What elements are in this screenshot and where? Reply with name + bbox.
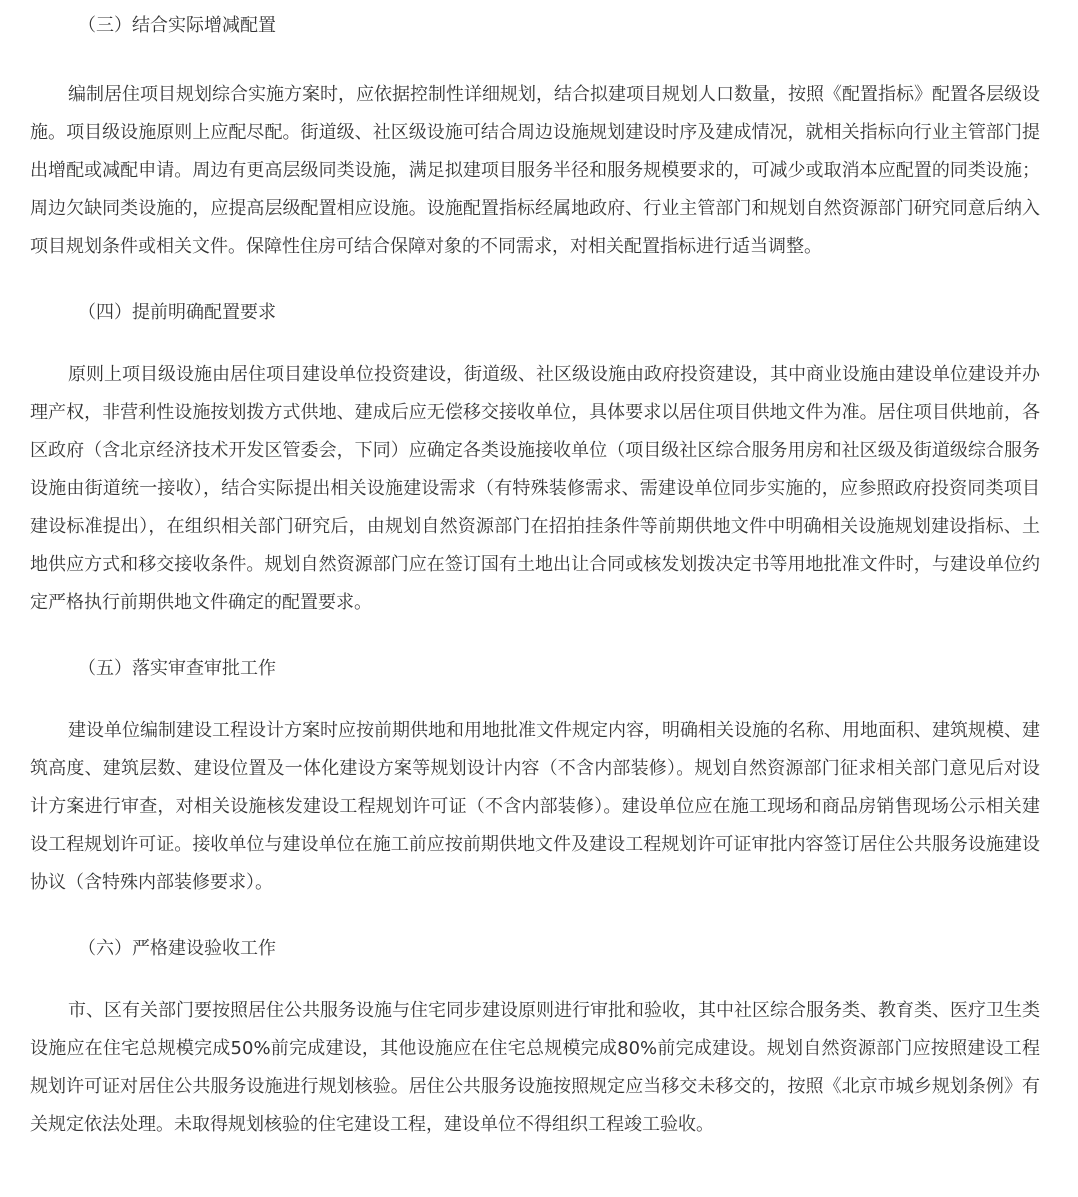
section-3 bbox=[30, 7, 1040, 266]
section-body: 编制居住项目规划综合实施方案时，应依据控制性详细规划，结合拟建项目规划人口数量，按照《配置指标》配置各层级设施。项目级设施原则上应配尽配。街道级、社区级设施可结合周边设施规划建设时序及建成情况，就相关指标向行业主管部门提出增配或减配申请。周边有更高层级同类设施，满足拟建项目服务半径和服务规模要求的，可减少或取消本应配置的同类设施；周边欠缺同类设施的，应提高层级配置相应设施。设施配置指标经属地政府、行业主管部门和规划自然资源部门研究同意后纳入项目规划条件或相关文件。保障性住房可结合保障对象的不同需求，对相关配置指标进行适当调整。 bbox=[30, 84, 1040, 257]
section-body: 建设单位编制建设工程设计方案时应按前期供地和用地批准文件规定内容，明确相关设施的名称、用地面积、建筑规模、建筑高度、建筑层数、建设位置及一体化建设方案等规划设计内容（不含内部装修）。规划自然资源部门征求相关部门意见后对设计方案进行审查，对相关设施核发建设工程规划许可证（不含内部装修）。建设单位应在施工现场和商品房销售现场公示相关建设工程规划许可证。接收单位与建设单位在施工前应按前期供地文件及建设工程规划许可证审批内容签订居住公共服务设施建设协议（含特殊内部装修要求）。 bbox=[30, 720, 1040, 893]
section-heading: （六）严格建设验收工作 bbox=[78, 938, 276, 959]
section-5 bbox=[30, 650, 1040, 902]
section-6 bbox=[30, 930, 1040, 1144]
section-heading: （五）落实审查审批工作 bbox=[78, 658, 276, 679]
section-4 bbox=[30, 294, 1040, 622]
section-heading: （四）提前明确配置要求 bbox=[78, 302, 276, 323]
section-heading: （三）结合实际增减配置 bbox=[78, 15, 276, 36]
section-body: 原则上项目级设施由居住项目建设单位投资建设，街道级、社区级设施由政府投资建设，其中商业设施由建设单位建设并办理产权，非营利性设施按划拨方式供地、建成后应无偿移交接收单位，具体要求以居住项目供地文件为准。居住项目供地前，各区政府（含北京经济技术开发区管委会，下同）应确定各类设施接收单位（项目级社区综合服务用房和社区级及街道级综合服务设施由街道统一接收），结合实际提出相关设施建设需求（有特殊装修需求、需建设单位同步实施的，应参照政府投资同类项目建设标准提出），在组织相关部门研究后，由规划自然资源部门在招拍挂条件等前期供地文件中明确相关设施规划建设指标、土地供应方式和移交接收条件。规划自然资源部门应在签订国有土地出让合同或核发划拨决定书等用地批准文件时，与建设单位约定严格执行前期供地文件确定的配置要求。 bbox=[30, 364, 1040, 613]
section-body: 市、区有关部门要按照居住公共服务设施与住宅同步建设原则进行审批和验收，其中社区综合服务类、教育类、医疗卫生类设施应在住宅总规模完成50%前完成建设，其他设施应在住宅总规模完成80%前完成建设。规划自然资源部门应按照建设工程规划许可证对居住公共服务设施进行规划核验。居住公共服务设施按照规定应当移交未移交的，按照《北京市城乡规划条例》有关规定依法处理。未取得规划核验的住宅建设工程，建设单位不得组织工程竣工验收。 bbox=[30, 1000, 1040, 1135]
document bbox=[0, 7, 1078, 1197]
